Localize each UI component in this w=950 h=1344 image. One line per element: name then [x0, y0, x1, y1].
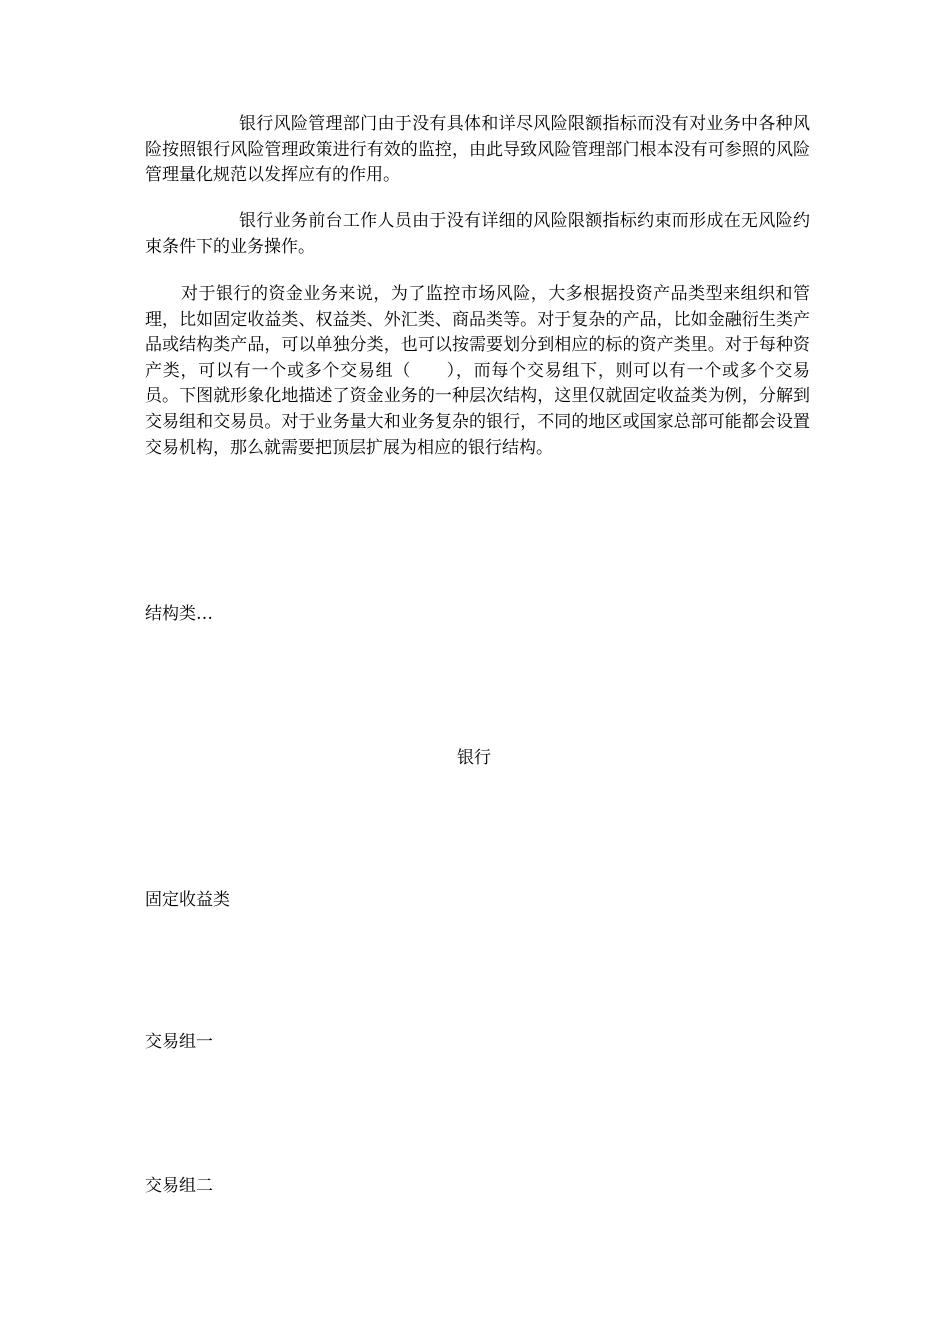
paragraph-treasury-business: 对于银行的资金业务来说，为了监控市场风险，大多根据投资产品类型来组织和管理，比如固定收益类、权益类、外汇类、商品类等。对于复杂的产品，比如金融衍生类产品或结构类产品，可以单独分类，也可以按需要划分到相应的标的资产类里。对于每种资产类，可以有一个或多个交易组（ ），而每个交易组下，则可以有一个或多个交易员。下图就形象化地描述了资金业务的一种层次结构，这里仅就固定收益类为例，分解到交易组和交易员。对于业务量大和业务复杂的银行，不同的地区或国家总部可能都会设置交易机构，那么就需要把顶层扩展为相应的银行结构。	[145, 284, 810, 458]
paragraph-risk-management-dept: 银行风险管理部门由于没有具体和详尽风险限额指标而没有对业务中各种风险按照银行风险管理政策进行有效的监控，由此导致风险管理部门根本没有可参照的风险管理量化规范以发挥应有的作用。	[145, 114, 810, 186]
diagram-label-bank: 银行	[457, 748, 491, 768]
diagram-label-trading-group-two: 交易组二	[145, 1176, 213, 1196]
diagram-label-structured: 结构类…	[145, 604, 213, 624]
paragraph-front-office: 银行业务前台工作人员由于没有详细的风险限额指标约束而形成在无风险约束条件下的业务操作。	[145, 211, 810, 257]
diagram-label-trading-group-one: 交易组一	[145, 1032, 213, 1052]
diagram-label-fixed-income: 固定收益类	[145, 890, 230, 910]
